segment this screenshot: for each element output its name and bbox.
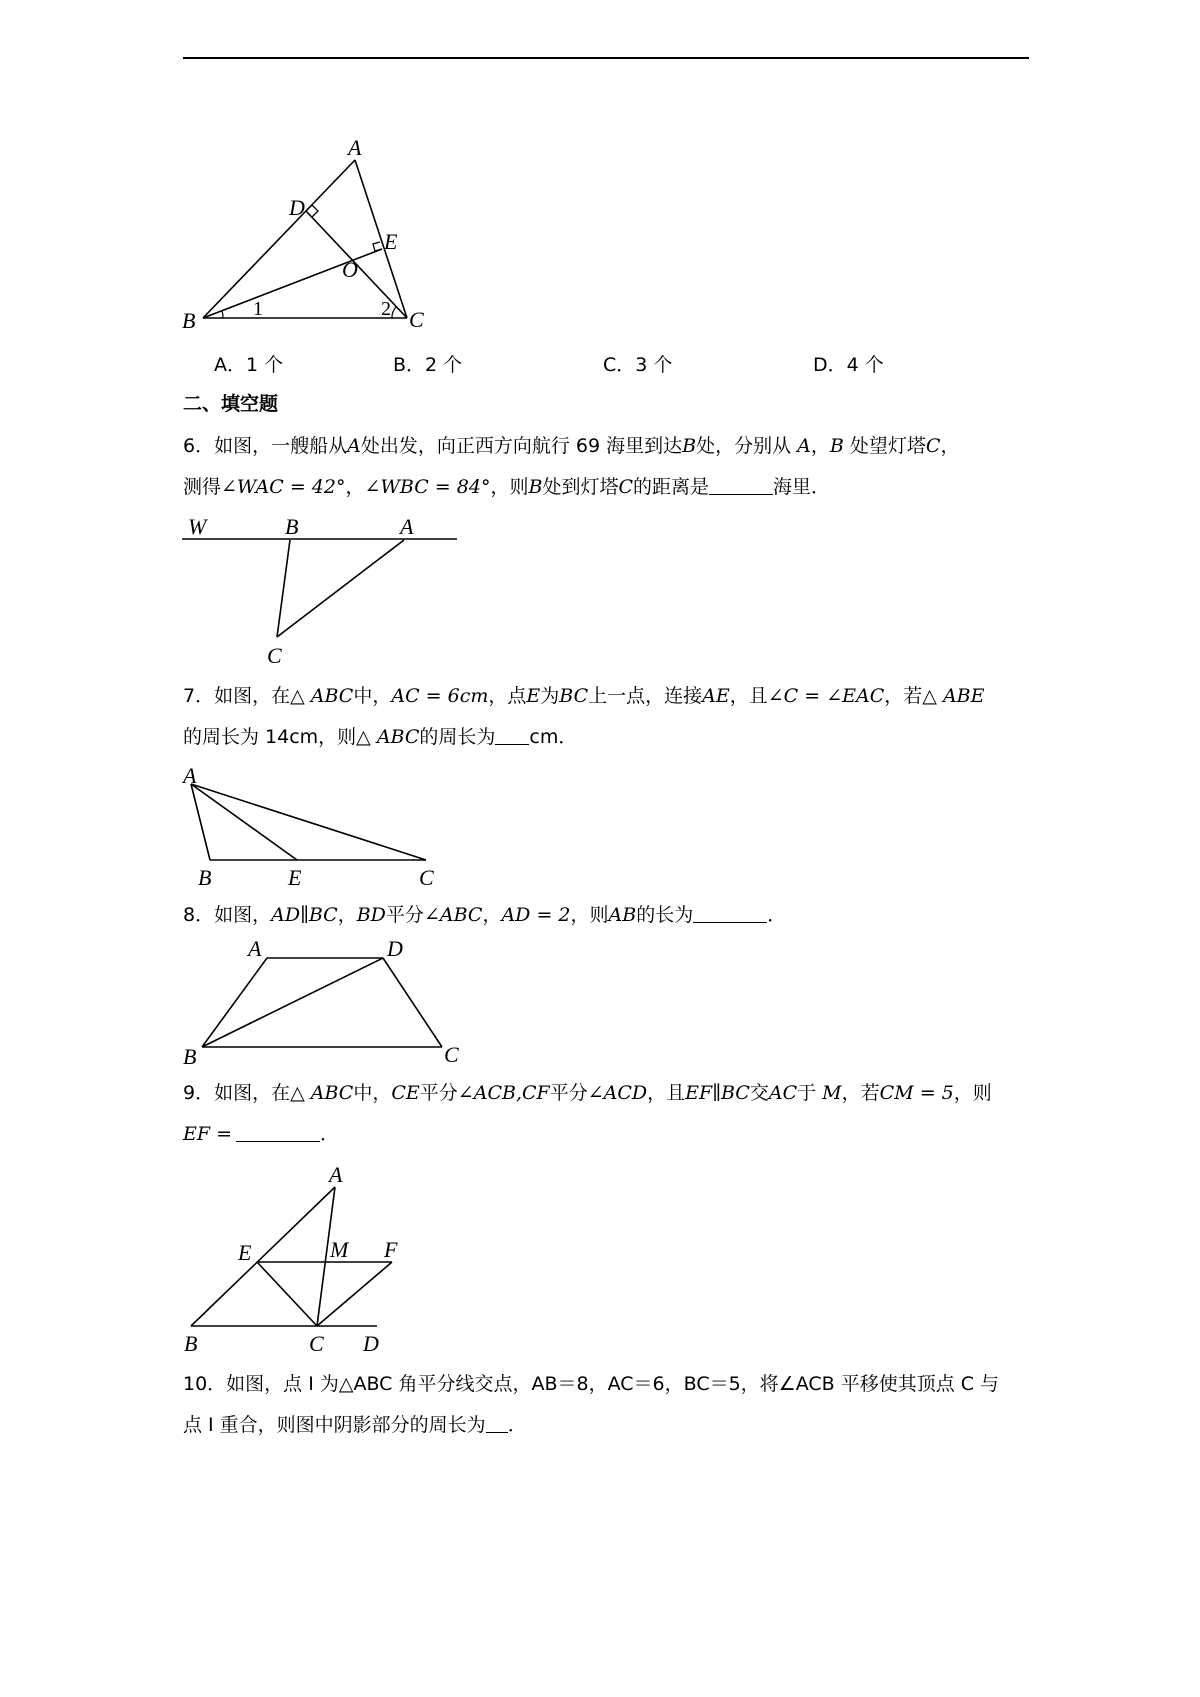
- q8-text: ，: [482, 904, 502, 926]
- q9-label-a: A: [329, 1162, 343, 1187]
- q7-var: E: [526, 685, 541, 707]
- q6-seg-bc: [277, 540, 290, 637]
- q8-math: ∠ABC: [423, 904, 483, 926]
- q5-label-a: A: [348, 135, 362, 160]
- q8-math: AD = 2: [501, 904, 571, 926]
- q8-text: 的长为: [636, 904, 694, 926]
- q5-right-angle-e: [373, 242, 382, 251]
- q9-math: ∠ACB,CF: [457, 1082, 550, 1104]
- q6-text: ，: [810, 435, 830, 457]
- q9-label-f: F: [384, 1237, 398, 1262]
- q9-text: 中，: [353, 1082, 392, 1104]
- q9-text: ．: [320, 1123, 340, 1145]
- q7-text: 的周长为: [419, 726, 496, 748]
- q6-text: 处出发，向正西方向航行 69 海里到达: [360, 435, 683, 457]
- q7-math: △ ABC: [290, 685, 354, 707]
- q6-text: ，: [345, 476, 365, 498]
- header-rule: [183, 57, 1029, 59]
- q10-line-1: 10．如图，点 I 为△ABC 角平分线交点，AB＝8，AC＝6，BC＝5，将∠ACB 平移使其顶点 C 与: [183, 1373, 1000, 1395]
- q7-text: 为: [540, 685, 560, 707]
- q10-line-2: [183, 1413, 527, 1437]
- q6-var: A: [347, 435, 361, 457]
- q9-label-c: C: [309, 1331, 324, 1356]
- q8-text: ．: [767, 904, 787, 926]
- q9-seg-cf: [317, 1262, 392, 1326]
- q9-seg-ec: [257, 1262, 317, 1326]
- q6-figure: [180, 510, 460, 670]
- q10-answer-blank[interactable]: [486, 1414, 508, 1433]
- q8-label-d: D: [387, 936, 403, 961]
- q8-answer-blank[interactable]: [693, 904, 767, 923]
- q5-right-angle-d: [306, 205, 318, 217]
- q9-label-m: M: [330, 1237, 349, 1262]
- q9-math: CM = 5: [879, 1082, 954, 1104]
- q9-math: EF∥BC: [685, 1082, 750, 1104]
- q9-label-e: E: [238, 1240, 252, 1265]
- q8-seg-bd: [202, 958, 383, 1047]
- q7-text: 的周长为 14cm，则: [183, 726, 357, 748]
- q6-text: 如图，一艘船从: [214, 435, 348, 457]
- q9-text: 平分: [419, 1082, 458, 1104]
- q7-text: ，点: [488, 685, 527, 707]
- q9-text: 于: [797, 1082, 823, 1104]
- q5-label-angle-2: 2: [381, 298, 391, 320]
- q8-seg-ab: [202, 958, 267, 1047]
- q7-answer-blank[interactable]: [495, 726, 529, 745]
- q10-text: ．: [507, 1414, 527, 1436]
- q5-figure: [180, 135, 440, 335]
- q6-var: B: [682, 435, 697, 457]
- q6-seg-ac: [277, 540, 404, 637]
- q9-num: 9．: [183, 1082, 215, 1104]
- q6-var: C: [925, 435, 941, 457]
- q9-math: △ ABC: [290, 1082, 354, 1104]
- q7-text: 如图，在: [214, 685, 291, 707]
- q8-seg-dc: [383, 958, 442, 1047]
- q6-var: B: [528, 476, 543, 498]
- q6-math: ∠WAC = 42°: [221, 476, 346, 498]
- q8-label-b: B: [183, 1044, 197, 1069]
- q9-var: AC: [768, 1082, 798, 1104]
- q5-option-b: B．2 个: [393, 354, 463, 376]
- q8-math: AD∥BC: [271, 904, 338, 926]
- q5-seg-ac: [355, 160, 407, 318]
- q7-label-c: C: [419, 865, 434, 890]
- q9-answer-blank[interactable]: [236, 1123, 320, 1142]
- q5-label-d: D: [289, 195, 305, 220]
- q9-text: ，且: [647, 1082, 686, 1104]
- q9-var: M: [822, 1082, 842, 1104]
- q5-angle-mark-2: [392, 307, 396, 318]
- q8-figure: [180, 936, 470, 1070]
- q9-math: ∠ACD: [587, 1082, 648, 1104]
- q5-label-c: C: [409, 307, 424, 332]
- q9-var: CE: [391, 1082, 420, 1104]
- q9-line-1: [183, 1081, 992, 1105]
- q7-line-2: [183, 725, 577, 749]
- q7-seg-ac: [191, 784, 426, 860]
- q8-text: ，: [337, 904, 357, 926]
- q5-option-c: C．3 个: [603, 354, 673, 376]
- q8-var: BD: [356, 904, 386, 926]
- q6-text: 处，分别从: [696, 435, 798, 457]
- q5-option-d: D．4 个: [813, 354, 884, 376]
- q5-option-a: A．1 个: [214, 354, 284, 376]
- q6-text: 测得: [183, 476, 222, 498]
- q6-line-1: [183, 434, 959, 458]
- q7-label-b: B: [198, 865, 212, 890]
- q5-angle-mark-1: [222, 311, 223, 318]
- q10-text: 点 I 重合，则图中阴影部分的周长为: [183, 1414, 486, 1436]
- q6-var: C: [618, 476, 633, 498]
- q9-label-d: D: [363, 1331, 379, 1356]
- q6-var: A: [797, 435, 811, 457]
- q5-label-angle-1: 1: [253, 298, 263, 320]
- q7-text: cm．: [529, 726, 578, 748]
- q8-label-c: C: [444, 1042, 459, 1067]
- q9-label-b: B: [184, 1331, 198, 1356]
- q9-text: 交: [749, 1082, 769, 1104]
- q6-text: 处望灯塔: [843, 435, 926, 457]
- section-title: 二、填空题: [183, 393, 279, 415]
- q6-num: 6．: [183, 435, 215, 457]
- q9-text: 如图，在: [214, 1082, 291, 1104]
- q7-text: ，若: [884, 685, 923, 707]
- q7-num: 7．: [183, 685, 215, 707]
- q6-label-w: W: [188, 514, 207, 539]
- q7-text: ，且: [729, 685, 768, 707]
- q6-text: 的距离是: [633, 476, 710, 498]
- q9-text: 平分: [549, 1082, 588, 1104]
- q9-line-2: [183, 1122, 339, 1146]
- q7-math: ∠C = ∠EAC: [767, 685, 885, 707]
- q5-label-b: B: [182, 308, 196, 333]
- q8-label-a: A: [248, 936, 262, 961]
- q6-text: 海里．: [773, 476, 831, 498]
- q6-text: ，则: [490, 476, 529, 498]
- q7-math: △ ABE: [922, 685, 985, 707]
- q7-math: AC = 6cm: [391, 685, 489, 707]
- q6-line-2: [183, 475, 830, 499]
- q9-math: EF =: [183, 1123, 233, 1145]
- q5-label-o: O: [342, 257, 358, 282]
- q6-answer-blank[interactable]: [709, 476, 773, 495]
- q8-line-1: [183, 903, 786, 927]
- q6-math: ∠WBC = 84°: [364, 476, 491, 498]
- q8-text: ，则: [570, 904, 609, 926]
- q8-var: AB: [608, 904, 637, 926]
- q9-seg-ab: [191, 1187, 335, 1326]
- q6-text: ，: [940, 435, 960, 457]
- q7-text: 上一点，连接: [588, 685, 703, 707]
- q7-line-1: [183, 684, 985, 708]
- q7-label-e: E: [288, 865, 302, 890]
- q6-label-a: A: [400, 514, 414, 539]
- q7-math: △ ABC: [356, 726, 420, 748]
- q7-figure: [180, 760, 450, 890]
- q9-figure: [180, 1160, 400, 1360]
- q8-num: 8．: [183, 904, 215, 926]
- q6-label-c: C: [267, 643, 282, 668]
- q9-text: ，则: [953, 1082, 992, 1104]
- q8-text: 平分: [385, 904, 424, 926]
- q6-text: 处到灯塔: [542, 476, 619, 498]
- q7-label-a: A: [183, 763, 197, 788]
- q5-label-e: E: [384, 229, 398, 254]
- q7-var: BC: [559, 685, 589, 707]
- q6-var: B: [829, 435, 844, 457]
- q8-text: 如图，: [214, 904, 272, 926]
- q7-var: AE: [702, 685, 730, 707]
- q7-text: 中，: [353, 685, 392, 707]
- q6-label-b: B: [285, 514, 299, 539]
- q9-text: ，若: [841, 1082, 880, 1104]
